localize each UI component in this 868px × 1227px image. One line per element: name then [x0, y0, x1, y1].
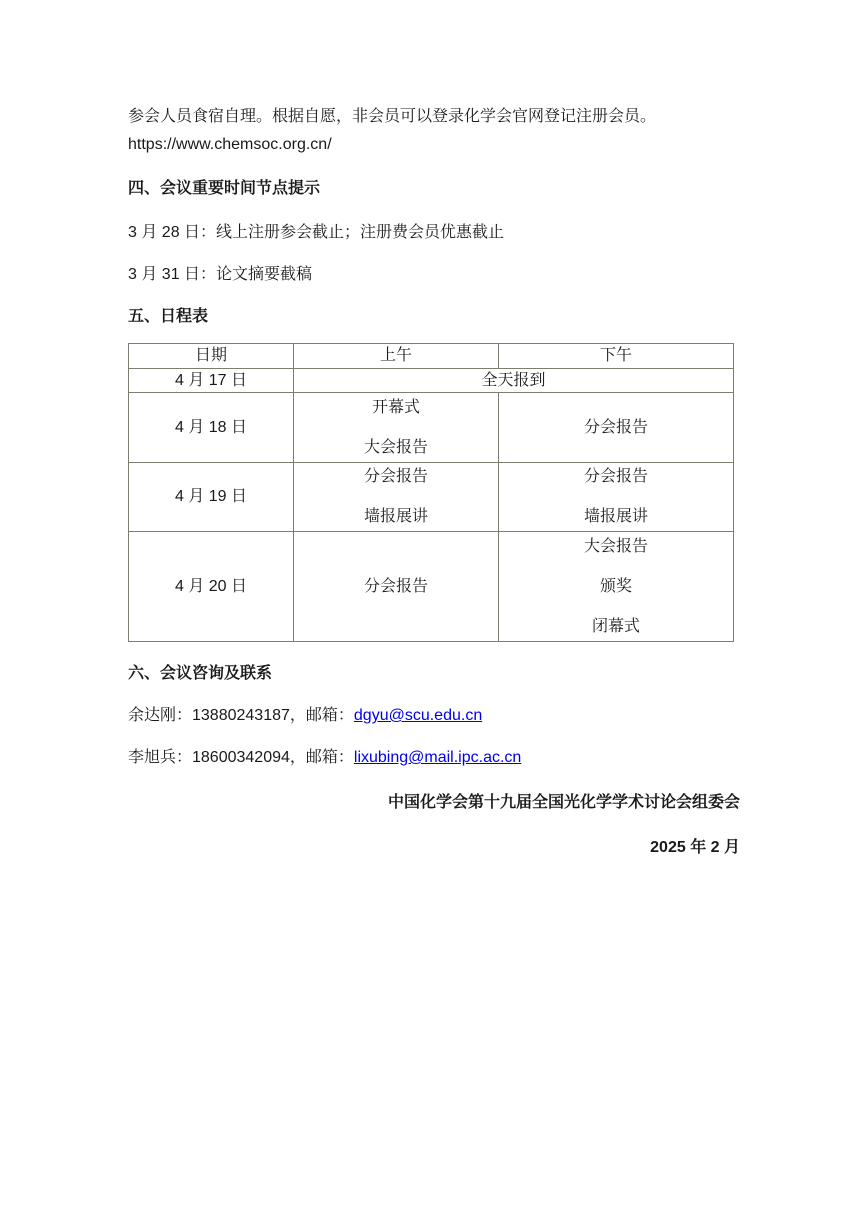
deadline-abstract: 3 月 31 日：论文摘要截稿: [128, 266, 313, 283]
schedule-entry: 分会报告: [583, 418, 648, 436]
schedule-entry: 开幕式: [371, 398, 420, 416]
intro-text: 参会人员食宿自理。根据自愿，非会员可以登录化学会官网登记注册会员。: [128, 108, 657, 125]
afternoon-cell: [499, 463, 734, 532]
section5-heading: 五、日程表: [128, 308, 209, 325]
schedule-entry: 分会报告: [363, 577, 428, 595]
col-header-morning: 上午: [294, 344, 499, 369]
schedule-entry: 大会报告: [583, 537, 648, 555]
table-row-apr19: [129, 463, 734, 532]
col-header-date: 日期: [129, 344, 294, 369]
schedule-entry: 大会报告: [363, 438, 428, 456]
contact-email-link[interactable]: dgyu@scu.edu.cn: [353, 707, 483, 724]
table-row-apr18: [129, 393, 734, 463]
intro-paragraph: [128, 103, 740, 159]
allday-cell: 全天报到: [294, 369, 734, 393]
date-cell: 4 月 20 日: [129, 532, 294, 642]
date-cell: 4 月 17 日: [129, 369, 294, 393]
morning-cell: [294, 463, 499, 532]
footer-date: 2025 年 2 月: [650, 839, 740, 856]
morning-cell: [294, 393, 499, 463]
contact-line-yu: [128, 702, 740, 730]
contact-text: 余达刚：13880243187，邮箱：: [128, 707, 354, 724]
schedule-entry: 颁奖: [599, 577, 632, 595]
table-row-apr17: [129, 369, 734, 393]
intro-url: https://www.chemsoc.org.cn/: [128, 136, 332, 153]
afternoon-cell: [499, 393, 734, 463]
date-cell: 4 月 19 日: [129, 463, 294, 532]
table-row-apr20: [129, 532, 734, 642]
footer-organizer: 中国化学会第十九届全国光化学学术讨论会组委会: [387, 794, 740, 811]
schedule-entry: 闭幕式: [591, 617, 640, 635]
morning-cell: [294, 532, 499, 642]
afternoon-cell: [499, 532, 734, 642]
date-cell: 4 月 18 日: [129, 393, 294, 463]
schedule-entry: 墙报展讲: [583, 508, 648, 525]
section6-heading: 六、会议咨询及联系: [128, 665, 273, 682]
section4-heading: 四、会议重要时间节点提示: [128, 180, 321, 197]
schedule-table: [128, 343, 734, 642]
schedule-entry: 分会报告: [363, 468, 428, 485]
schedule-header-row: [129, 344, 734, 369]
deadline-registration: 3 月 28 日：线上注册参会截止；注册费会员优惠截止: [128, 224, 505, 241]
schedule-entry: 分会报告: [583, 468, 648, 485]
contact-line-li: [128, 744, 740, 772]
schedule-entry: 墙报展讲: [363, 508, 428, 525]
contact-text: 李旭兵：18600342094，邮箱：: [128, 749, 354, 766]
contact-email-link[interactable]: lixubing@mail.ipc.ac.cn: [353, 749, 522, 766]
col-header-afternoon: 下午: [499, 344, 734, 369]
